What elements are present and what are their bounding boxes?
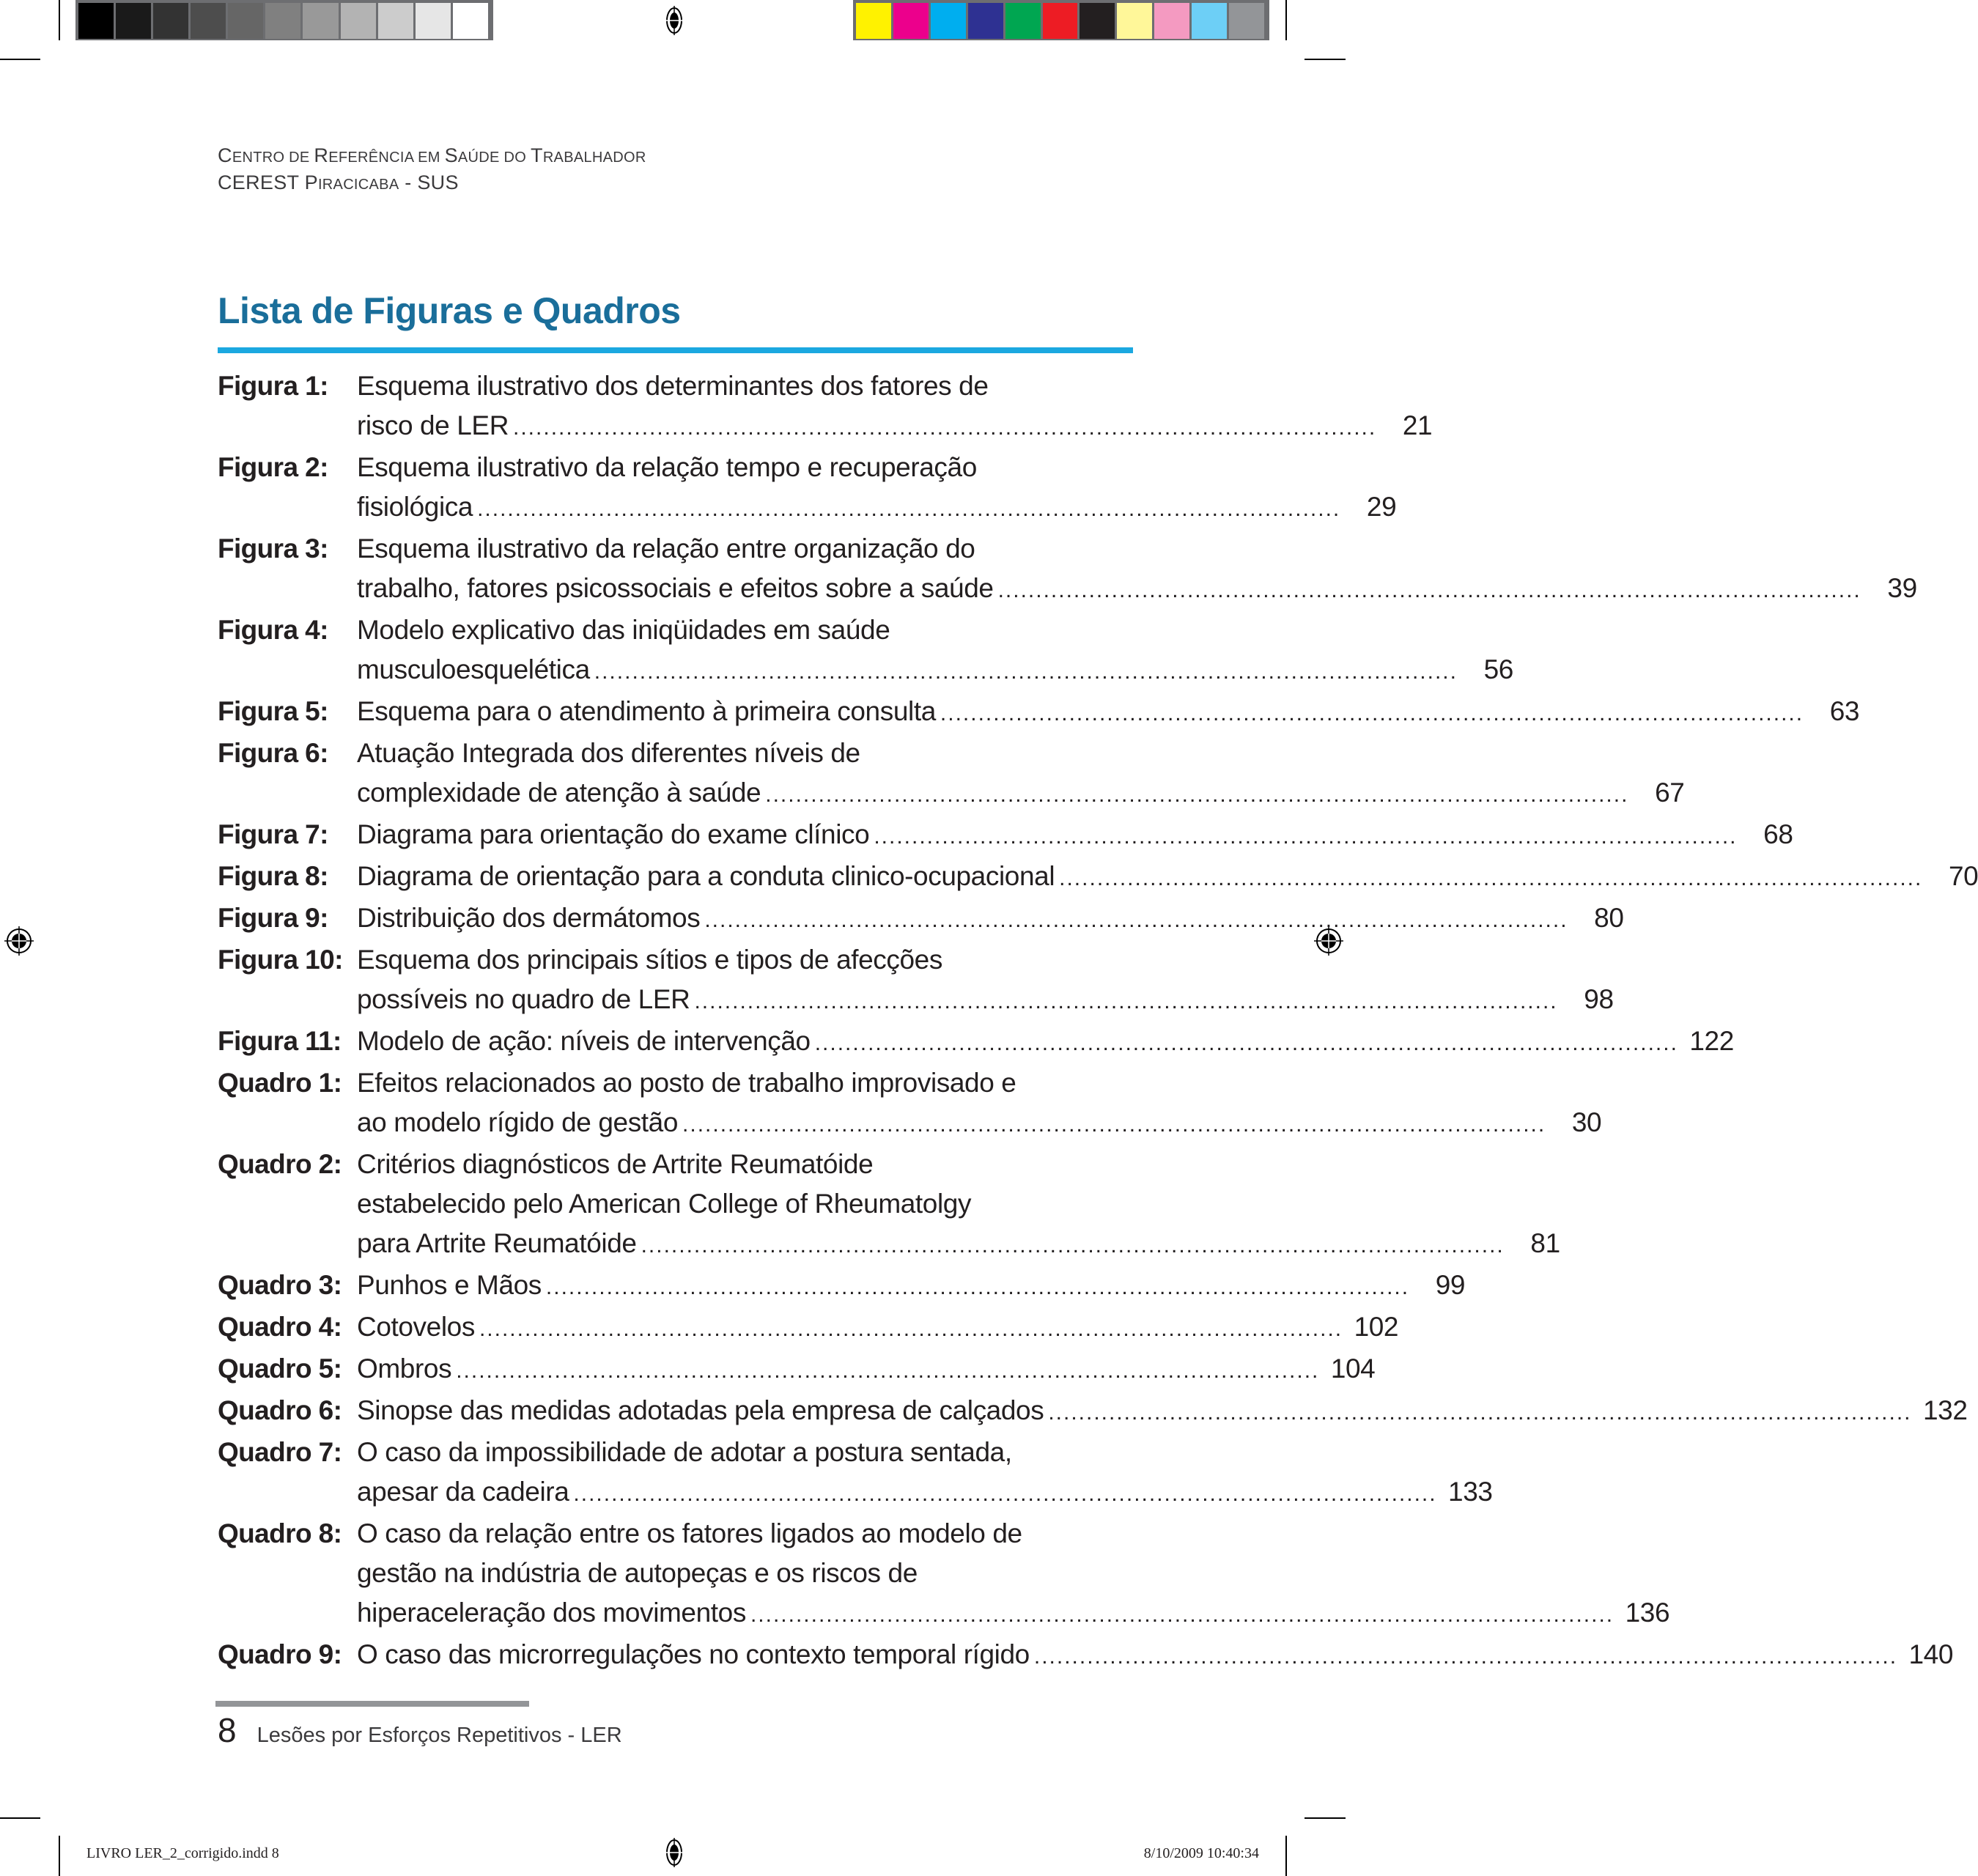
list-entry[interactable] [218,1349,1376,1391]
list-entry[interactable] [218,1063,1602,1145]
slug-timestamp: 8/10/2009 10:40:34 [1143,1845,1259,1861]
entry-label: Quadro 6: [218,1395,342,1425]
entry-line [357,1063,1601,1103]
entry-label: Figura 11: [218,1026,342,1056]
entry-caption: Atuação Integrada dos diferentes níveis de [357,738,860,768]
entry-caption: Esquema para o atendimento à primeira consulta [357,696,936,726]
dot-leader: .................................................................................................................. [940,701,1804,725]
entry-line [357,366,1432,406]
dot-leader: .................................................................................................................. [694,989,1558,1013]
entry-label: Figura 1: [218,371,328,401]
dot-leader: .................................................................................................................. [682,1112,1546,1137]
entry-label: Quadro 1: [218,1068,342,1098]
entry-caption: ao modelo rígido de gestão [357,1107,679,1137]
list-entry[interactable] [218,1145,1560,1266]
calibration-swatch [1229,3,1266,39]
registration-mark-icon [660,6,689,35]
entry-body [357,1145,1560,1266]
entry-label: Figura 8: [218,861,328,891]
entry-line [357,650,1513,692]
header-text-smallcaps: IRACICABA [317,177,399,193]
entry-line [357,898,1624,940]
entry-label: Quadro 5: [218,1354,342,1384]
dot-leader: .................................................................................................................. [1033,1644,1898,1669]
entry-caption: fisiológica [357,492,473,522]
calibration-swatch [1154,3,1192,39]
entry-line [357,1472,1493,1514]
list-entry[interactable] [218,448,1397,529]
header-text-cap: - SUS [399,171,459,193]
dot-leader: .................................................................................................................. [750,1603,1614,1627]
entry-line [357,857,1978,898]
page-reference[interactable]: 30 [1571,1107,1602,1137]
crop-mark-bottom-left-horizontal [0,1817,40,1819]
entry-line [357,1514,1669,1554]
entry-caption: Cotovelos [357,1312,475,1342]
header-text-cap: C [218,144,232,166]
entry-body [357,1635,1953,1677]
entry-caption: Esquema ilustrativo da relação entre organização do [357,533,975,564]
header-text-cap: S [444,144,458,166]
entry-body [357,815,1793,857]
running-header [218,143,646,197]
entry-line [357,448,1396,487]
entry-line [357,980,1614,1022]
list-entry[interactable] [218,1022,1734,1063]
calibration-swatch [1080,3,1117,39]
entry-caption: Modelo de ação: níveis de intervenção [357,1026,811,1056]
crop-mark-top-right-horizontal [1304,59,1346,60]
list-entry[interactable] [218,1635,1954,1677]
header-text-cap: CEREST P [218,171,318,193]
entry-caption: possíveis no quadro de LER [357,984,690,1014]
list-entry[interactable] [218,857,1978,898]
entry-line [357,815,1793,857]
header-text-cap: T [531,144,543,166]
page-reference[interactable]: 133 [1448,1477,1493,1507]
calibration-swatch [153,3,191,39]
calibration-swatch [1043,3,1080,39]
entry-label: Figura 10: [218,945,343,975]
calibration-swatch [453,3,490,39]
entry-caption: gestão na indústria de autopeças e os riscos de [357,1558,918,1588]
page-reference[interactable]: 98 [1584,984,1614,1014]
page-reference[interactable]: 132 [1922,1395,1968,1425]
page-reference[interactable]: 56 [1483,654,1513,684]
entry-line [357,940,1614,980]
entry-line [357,1103,1601,1145]
crop-mark-top-right-vertical [1285,0,1287,40]
dot-leader: .................................................................................................................. [456,1359,1320,1383]
crop-mark-bottom-right-horizontal [1304,1817,1346,1819]
page-reference[interactable]: 63 [1829,696,1860,726]
dot-leader: .................................................................................................................. [874,824,1738,849]
calibration-swatch [893,3,931,39]
dot-leader: .................................................................................................................. [573,1482,1437,1506]
entry-body [357,366,1432,448]
entry-body [357,940,1614,1022]
entry-line [357,1391,1968,1433]
entry-body [357,1022,1734,1063]
entry-label: Quadro 9: [218,1639,342,1669]
list-entry[interactable] [218,1514,1670,1635]
figures-tables-list [218,366,1978,1677]
entry-line [357,1184,1560,1224]
grayscale-calibration-bar [75,0,493,40]
footer-rule [215,1701,529,1707]
page-reference[interactable]: 122 [1689,1026,1734,1056]
entry-body [357,1514,1669,1635]
entry-label: Quadro 2: [218,1149,342,1179]
entry-caption: musculoesquelética [357,654,590,684]
entry-line [357,1266,1465,1307]
list-entry[interactable] [218,692,1860,734]
running-header-line-2 [218,170,646,197]
entry-body [357,529,1917,610]
entry-line [357,1224,1560,1266]
entry-line [357,529,1917,569]
calibration-swatch [228,3,265,39]
list-entry[interactable] [218,366,1433,448]
entry-body [357,448,1396,529]
entry-line [357,610,1513,650]
page-reference[interactable]: 39 [1887,573,1917,603]
dot-leader: .................................................................................................................. [513,416,1377,440]
entry-body [357,1266,1465,1307]
entry-body [357,1349,1375,1391]
entry-caption: Distribuição dos dermátomos [357,903,701,933]
entry-line [357,1022,1734,1063]
entry-line [357,1349,1375,1391]
page-reference[interactable]: 80 [1594,903,1624,933]
entry-body [357,1307,1398,1349]
entry-caption: Efeitos relacionados ao posto de trabalho improvisado e [357,1068,1016,1098]
dot-leader: .................................................................................................................. [1059,866,1923,890]
entry-label: Quadro 4: [218,1312,342,1342]
entry-line [357,734,1684,773]
header-text-smallcaps: AÚDE DO [457,149,531,166]
dot-leader: .................................................................................................................. [1048,1400,1912,1425]
header-text-smallcaps: EFERÊNCIA EM [328,149,445,166]
crop-mark-top-left-vertical [59,0,60,40]
book-title: Lesões por Esforços Repetitivos - LER [257,1724,622,1747]
color-calibration-bar [853,0,1269,40]
entry-line [357,487,1396,529]
entry-label: Quadro 8: [218,1518,342,1548]
calibration-swatch [341,3,378,39]
calibration-swatch [416,3,453,39]
entry-caption: Esquema dos principais sítios e tipos de afecções [357,945,942,975]
entry-line [357,1635,1953,1677]
entry-caption: para Artrite Reumatóide [357,1228,637,1258]
entry-body [357,898,1624,940]
page-reference[interactable]: 67 [1655,778,1685,808]
list-entry[interactable] [218,1266,1466,1307]
calibration-swatch [1005,3,1043,39]
entry-caption: trabalho, fatores psicossociais e efeitos sobre a saúde [357,573,994,603]
entry-body [357,692,1859,734]
entry-line [357,1145,1560,1184]
page-reference[interactable]: 21 [1402,410,1433,440]
header-text-smallcaps: RABALHADOR [542,149,646,166]
entry-body [357,1063,1601,1145]
calibration-swatch [378,3,416,39]
list-entry[interactable] [218,815,1793,857]
dot-leader: .................................................................................................................. [814,1031,1678,1055]
entry-caption: O caso da impossibilidade de adotar a postura sentada, [357,1437,1012,1467]
calibration-swatch [265,3,303,39]
entry-caption: Diagrama de orientação para a conduta clinico-ocupacional [357,861,1055,891]
entry-body [357,610,1513,692]
entry-caption: Ombros [357,1354,452,1384]
entry-label: Figura 6: [218,738,328,768]
title-rule [218,347,1133,353]
entry-body [357,857,1978,898]
dot-leader: .................................................................................................................. [997,578,1861,602]
page-reference[interactable]: 102 [1354,1312,1399,1342]
crop-mark-bottom-right-vertical [1285,1836,1287,1876]
dot-leader: .................................................................................................................. [477,497,1341,521]
entry-label: Quadro 3: [218,1270,342,1300]
entry-label: Quadro 7: [218,1437,342,1467]
entry-label: Figura 2: [218,452,328,482]
entry-body [357,734,1684,815]
entry-caption: Sinopse das medidas adotadas pela empresa de calçados [357,1395,1044,1425]
dot-leader: .................................................................................................................. [479,1317,1343,1341]
entry-label: Figura 7: [218,819,328,849]
entry-line [357,773,1684,815]
calibration-swatch [116,3,153,39]
dot-leader: .................................................................................................................. [545,1275,1410,1299]
entry-caption: Punhos e Mãos [357,1270,542,1300]
page-footer [218,1710,622,1750]
entry-caption: Esquema ilustrativo dos determinantes dos fatores de [357,371,989,401]
header-text-cap: R [314,144,329,166]
running-header-line-1 [218,143,646,170]
entry-caption: estabelecido pelo American College of Rheumatolgy [357,1189,972,1219]
dot-leader: .................................................................................................................. [594,660,1458,684]
entry-caption: apesar da cadeira [357,1477,569,1507]
page-reference[interactable]: 136 [1625,1598,1670,1628]
list-entry[interactable] [218,940,1614,1022]
crop-mark-bottom-left-vertical [59,1836,60,1876]
entry-caption: complexidade de atenção à saúde [357,778,761,808]
page-reference[interactable]: 29 [1366,492,1397,522]
entry-caption: risco de LER [357,410,509,440]
entry-caption: Modelo explicativo das iniqüidades em saúde [357,615,890,645]
list-entry[interactable] [218,898,1624,940]
entry-body [357,1433,1493,1514]
list-entry[interactable] [218,1433,1493,1514]
list-entry[interactable] [218,610,1513,692]
entry-line [357,1433,1493,1472]
calibration-swatch [1192,3,1229,39]
calibration-swatch [78,3,116,39]
page-reference[interactable]: 140 [1908,1639,1954,1669]
entry-body [357,1391,1968,1433]
page-reference[interactable]: 68 [1763,819,1793,849]
entry-line [357,569,1917,610]
entry-caption: O caso das microrregulações no contexto temporal rígido [357,1639,1030,1669]
dot-leader: .................................................................................................................. [641,1233,1505,1258]
entry-label: Figura 4: [218,615,328,645]
entry-caption: O caso da relação entre os fatores ligados ao modelo de [357,1518,1022,1548]
entry-label: Figura 5: [218,696,328,726]
entry-caption: Diagrama para orientação do exame clínico [357,819,870,849]
slug-file-info: LIVRO LER_2_corrigido.indd 8 [86,1845,279,1861]
page-reference[interactable]: 81 [1530,1228,1560,1258]
list-entry[interactable] [218,529,1917,610]
crop-mark-top-left-horizontal [0,59,40,60]
dot-leader: .................................................................................................................. [765,783,1629,807]
list-entry[interactable] [218,1307,1399,1349]
entry-caption: hiperaceleração dos movimentos [357,1598,746,1628]
entry-line [357,1554,1669,1593]
entry-label: Figura 9: [218,903,328,933]
calibration-swatch [931,3,968,39]
entry-line [357,692,1859,734]
entry-line [357,1307,1398,1349]
entry-label: Figura 3: [218,533,328,564]
registration-mark-icon [660,1838,689,1867]
calibration-swatch [856,3,893,39]
page-title: Lista de Figuras e Quadros [218,290,681,331]
dot-leader: .................................................................................................................. [704,908,1568,932]
calibration-swatch [191,3,228,39]
list-entry[interactable] [218,1391,1968,1433]
entry-caption: Critérios diagnósticos de Artrite Reumatóide [357,1149,874,1179]
page-reference[interactable]: 104 [1330,1354,1376,1384]
page-reference[interactable]: 99 [1435,1270,1466,1300]
list-entry[interactable] [218,734,1685,815]
calibration-swatch [303,3,340,39]
calibration-swatch [1117,3,1154,39]
entry-caption: Esquema ilustrativo da relação tempo e recuperação [357,452,977,482]
header-text-smallcaps: ENTRO DE [232,149,314,166]
page-number: 8 [218,1711,237,1749]
entry-line [357,1593,1669,1635]
page-reference[interactable]: 70 [1948,861,1978,891]
registration-mark-icon [4,926,34,956]
entry-line [357,406,1432,448]
calibration-swatch [968,3,1005,39]
